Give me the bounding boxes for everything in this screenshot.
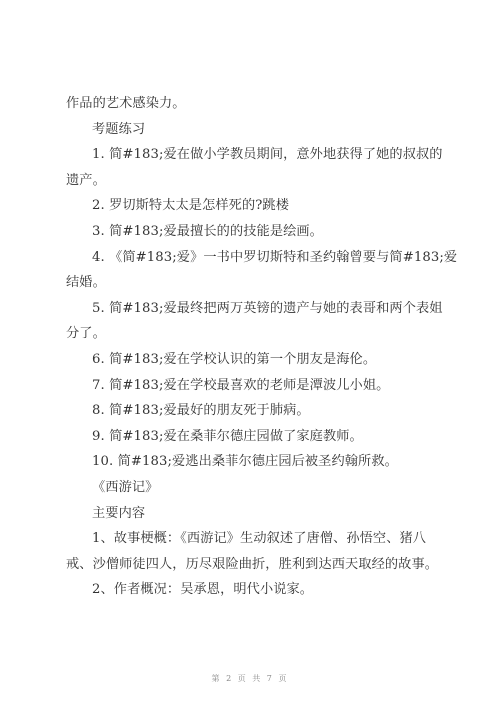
text-line: 分了。: [66, 326, 106, 342]
text-line: 10. 简#183;爱逃出桑菲尔德庄园后被圣约翰所救。: [92, 454, 398, 470]
text-line: 结婚。: [66, 275, 106, 291]
text-line: 6. 简#183;爱在学校认识的第一个朋友是海伦。: [92, 351, 377, 367]
page-footer: 第 2 页 共 7 页: [211, 674, 289, 683]
text-line: 遗产。: [66, 172, 106, 188]
text-line: 7. 简#183;爱在学校最喜欢的老师是潭波儿小姐。: [92, 377, 390, 393]
text-line: 9. 简#183;爱在桑菲尔德庄园做了家庭教师。: [92, 428, 363, 444]
text-line: 《西游记》: [92, 479, 159, 495]
text-line: 2、作者概况：吴承恩，明代小说家。: [92, 582, 314, 598]
text-line: 3. 简#183;爱最擅长的的技能是绘画。: [92, 223, 323, 239]
text-line: 考题练习: [92, 121, 146, 137]
text-line: 8. 简#183;爱最好的朋友死于肺病。: [92, 403, 310, 419]
text-line: 主要内容: [92, 505, 146, 521]
text-line: 4. 《简#183;爱》一书中罗切斯特和圣约翰曾要与简#183;爱: [92, 249, 458, 265]
document-body: [66, 91, 458, 603]
text-line: 戒、沙僧师徒四人，历尽艰险曲折，胜利到达西天取经的故事。: [66, 556, 439, 572]
text-line: 1. 简#183;爱在做小学教员期间，意外地获得了她的叔叔的: [92, 147, 443, 163]
text-line: 2. 罗切斯特太太是怎样死的?跳楼: [92, 198, 289, 214]
text-line: 5. 简#183;爱最终把两万英镑的遗产与她的表哥和两个表姐: [92, 300, 443, 316]
text-line: 作品的艺术感染力。: [66, 96, 186, 111]
text-line: 1、故事梗概：《西游记》生动叙述了唐僧、孙悟空、猪八: [92, 531, 427, 547]
